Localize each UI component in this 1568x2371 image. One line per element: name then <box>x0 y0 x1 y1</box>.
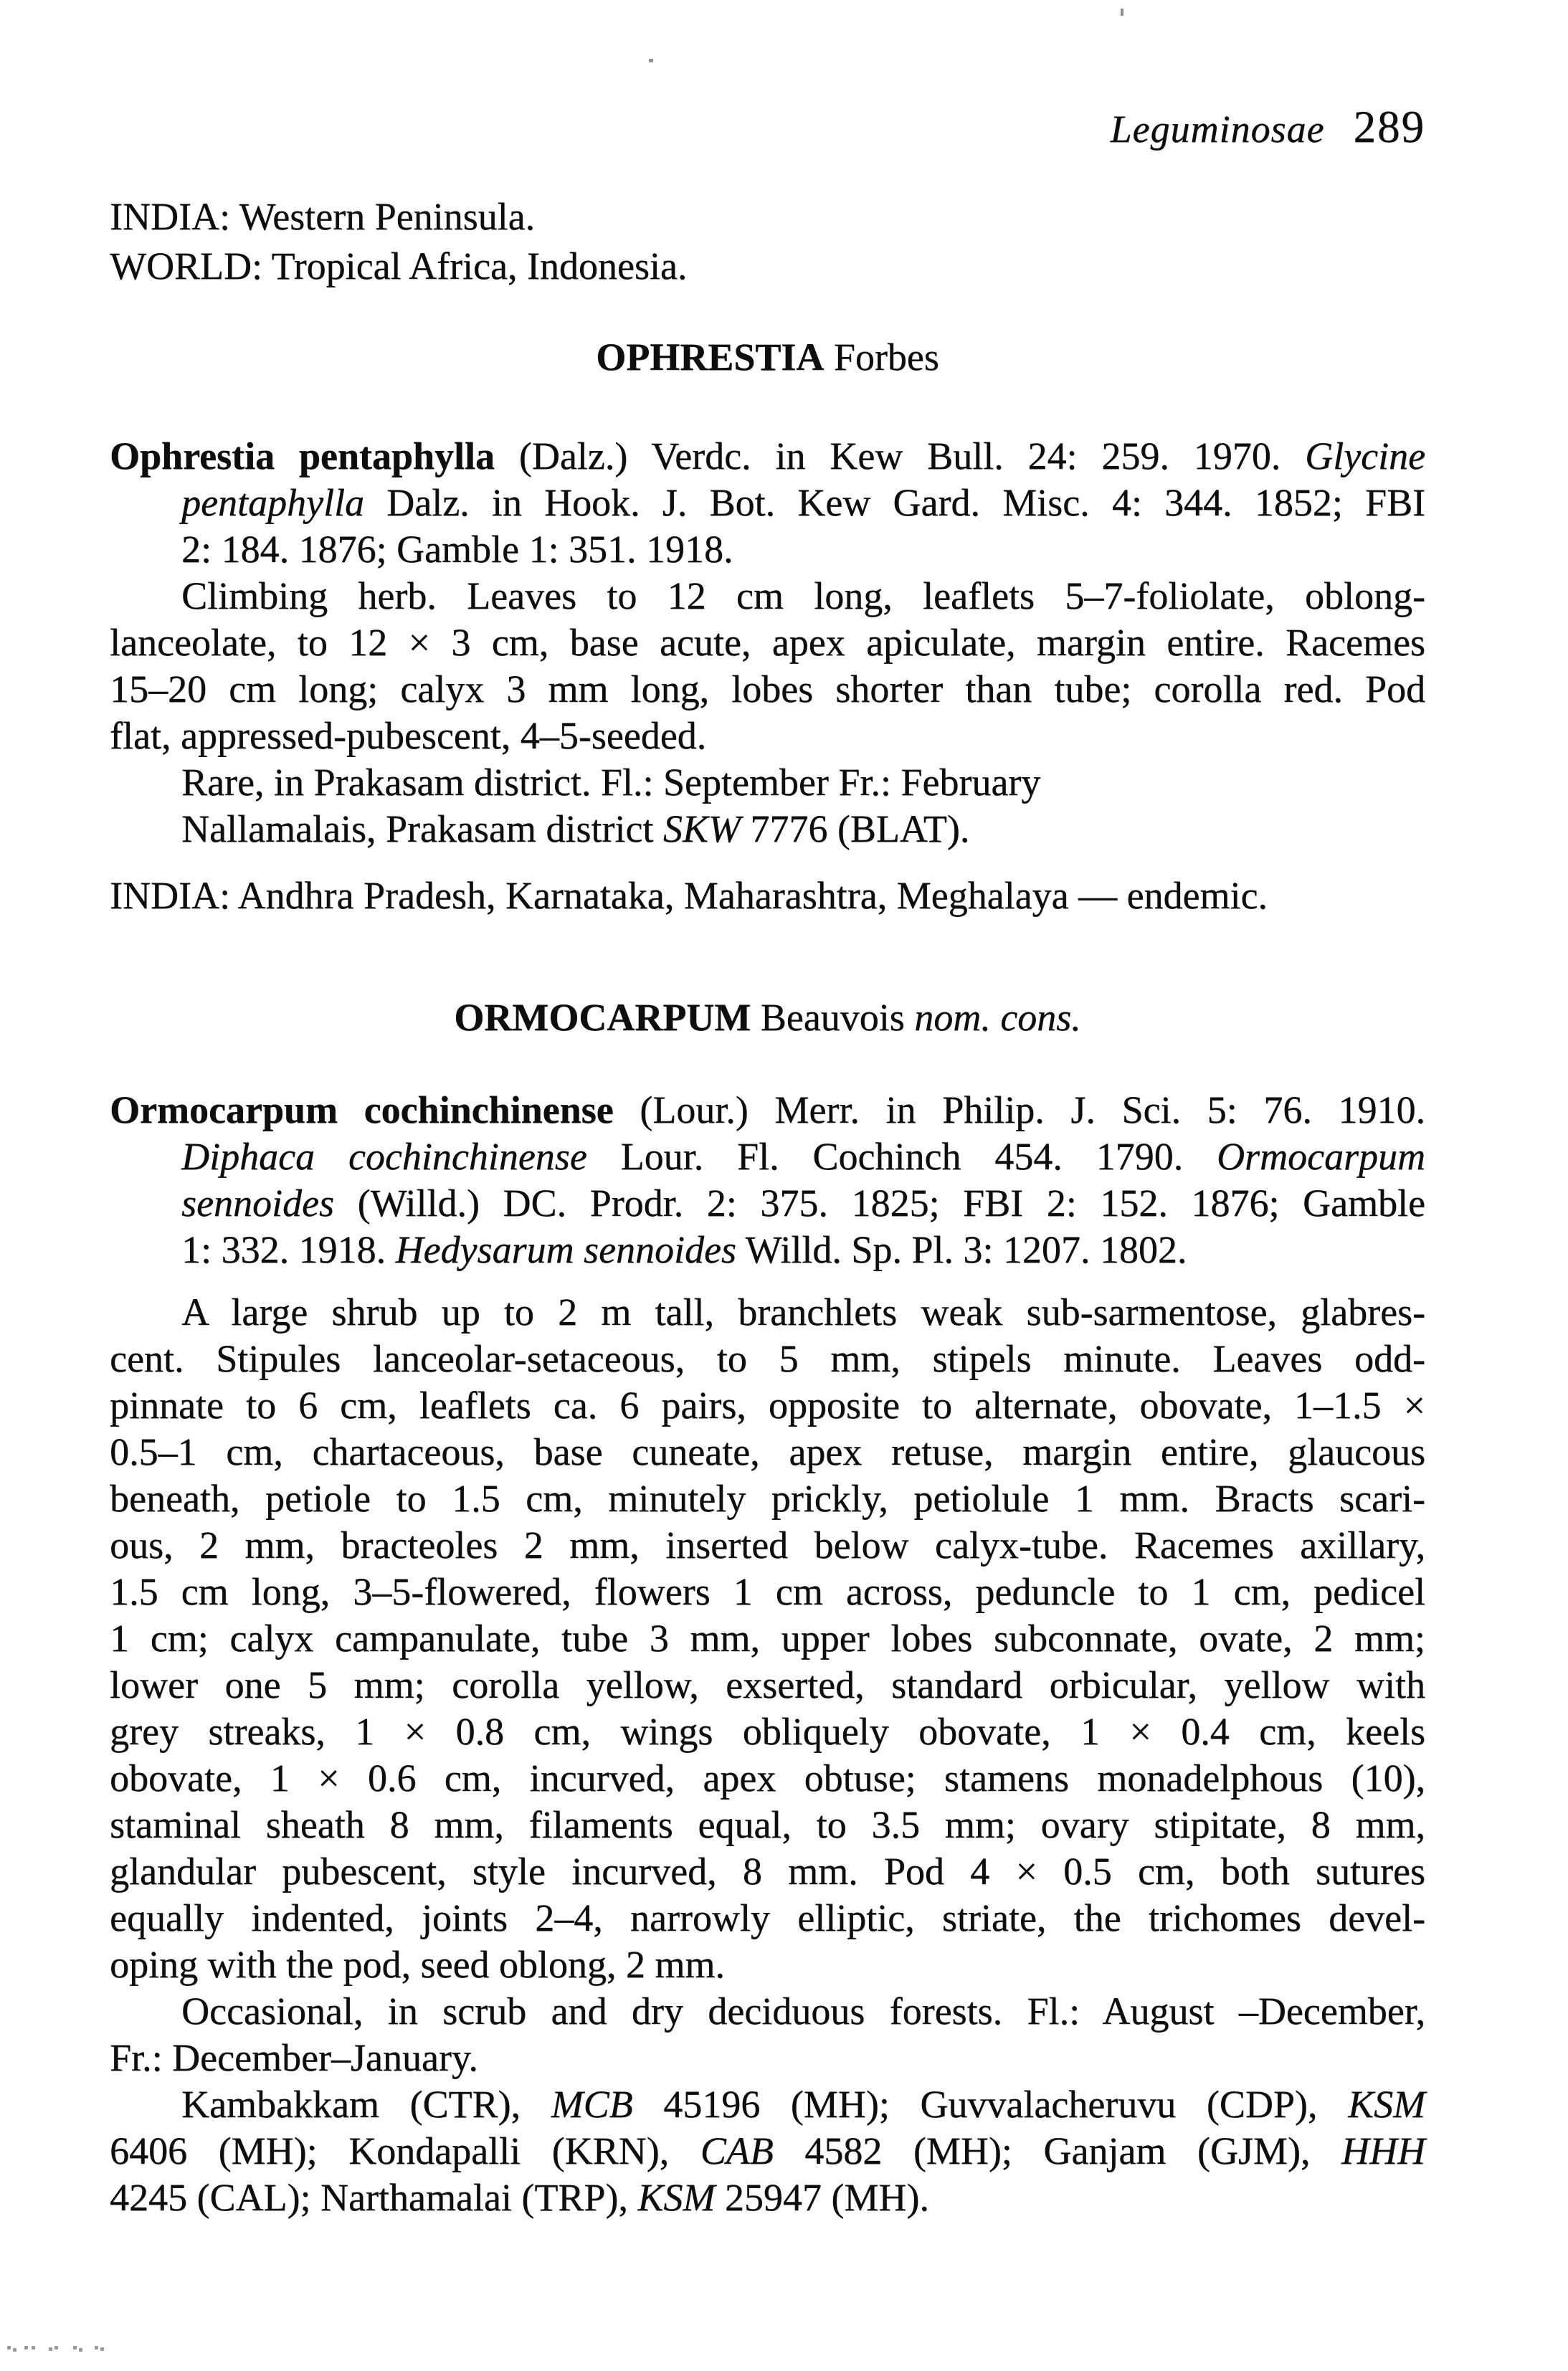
text-run: Lour. Fl. Cochinch 454. 1790. <box>586 1135 1217 1178</box>
bold-text-run: ORMOCARPUM <box>454 996 751 1039</box>
text-run: Rare, in Prakasam district. Fl.: September Fr.: February <box>181 761 1041 804</box>
italic-text-run: Glycine <box>1305 434 1425 477</box>
bold-text-run: Ormocarpum cochinchinense <box>110 1088 614 1131</box>
text-run: (Willd.) DC. Prodr. 2: 375. 1825; FBI 2: 152. 1876; Gamble <box>333 1182 1425 1225</box>
text-line <box>110 666 1425 713</box>
text-line <box>181 1289 1425 1336</box>
text-run: 4245 (CAL); Narthamalai (TRP), <box>110 2176 638 2219</box>
text-line <box>110 1662 1425 1709</box>
distribution-india-line <box>110 873 1425 919</box>
text-run: (Dalz.) Verdc. in Kew Bull. 24: 259. 1970. <box>494 434 1306 477</box>
text-line <box>110 2175 1425 2221</box>
italic-text-run: SKW <box>662 807 741 850</box>
text-line <box>110 1895 1425 1942</box>
text-line <box>110 873 1425 919</box>
text-line <box>110 1802 1425 1848</box>
text-run: Beauvois <box>751 996 915 1039</box>
text-line <box>110 1709 1425 1755</box>
text-run: A large shrub up to 2 m tall, branchlets weak sub-sarmentose, glabres- <box>181 1291 1426 1334</box>
italic-text-run: Hedysarum sennoides <box>395 1228 736 1271</box>
text-line <box>110 1615 1425 1662</box>
italic-text-run: Diphaca cochinchinense <box>181 1135 587 1178</box>
text-run: WORLD: Tropical Africa, Indonesia. <box>110 244 688 288</box>
text-line <box>110 619 1425 666</box>
text-run: (Lour.) Merr. in Philip. J. Sci. 5: 76. 1910. <box>613 1088 1425 1131</box>
text-run: 25947 (MH). <box>715 2176 929 2219</box>
text-line <box>110 2035 1425 2081</box>
text-line <box>110 192 1425 242</box>
text-run: Fr.: December–January. <box>110 2036 478 2079</box>
distribution-top-paragraph <box>110 192 1425 291</box>
text-line <box>181 526 1425 573</box>
italic-text-run: KSM <box>1347 2083 1425 2126</box>
text-run: ous, 2 mm, bracteoles 2 mm, inserted below calyx-tube. Racemes axillary, <box>110 1524 1426 1567</box>
text-line <box>181 759 1425 806</box>
text-run: flat, appressed-pubescent, 4–5-seeded. <box>110 714 707 757</box>
text-line <box>110 1755 1425 1802</box>
text-run: Willd. Sp. Pl. 3: 1207. 1802. <box>736 1228 1187 1271</box>
species-citation-ormocarpum-cochinchinense <box>110 1087 1425 1273</box>
text-run: 1 cm; calyx campanulate, tube 3 mm, upper lobes subconnate, ovate, 2 mm; <box>110 1617 1425 1660</box>
text-run: oping with the pod, seed oblong, 2 mm. <box>110 1943 725 1986</box>
text-line <box>110 1336 1425 1382</box>
text-line <box>181 1180 1425 1227</box>
text-run: INDIA: Andhra Pradesh, Karnataka, Maharashtra, Meghalaya — endemic. <box>110 874 1268 917</box>
species-description-paragraph <box>110 573 1425 759</box>
text-run: Occasional, in scrub and dry deciduous forests. Fl.: August –December, <box>181 1990 1425 2033</box>
page-number: 289 <box>1353 102 1425 152</box>
text-run: 7776 (BLAT). <box>740 807 970 850</box>
text-run: cent. Stipules lanceolar-setaceous, to 5 mm, stipels minute. Leaves odd- <box>110 1337 1425 1380</box>
text-run: beneath, petiole to 1.5 cm, minutely prickly, petiolule 1 mm. Bracts scari- <box>110 1477 1425 1520</box>
genus-heading-ormocarpum <box>110 994 1425 1041</box>
italic-text-run: sennoides <box>181 1182 334 1225</box>
italic-text-run: MCB <box>551 2083 633 2126</box>
text-run: lower one 5 mm; corolla yellow, exserted, standard orbicular, yellow with <box>110 1663 1425 1706</box>
family-name: Leguminosae <box>1110 108 1325 151</box>
italic-text-run: nom. cons. <box>914 996 1081 1039</box>
species-description-paragraph <box>110 1289 1425 1988</box>
text-line <box>181 2081 1425 2128</box>
text-line <box>110 713 1425 759</box>
text-line <box>110 1087 1425 1134</box>
text-run: 0.5–1 cm, chartaceous, base cuneate, apex retuse, margin entire, glaucous <box>110 1430 1426 1473</box>
text-line <box>110 334 1425 381</box>
italic-text-run: Ormocarpum <box>1216 1135 1425 1178</box>
scan-artifact-speck <box>1121 9 1123 16</box>
text-run: Dalz. in Hook. J. Bot. Kew Gard. Misc. 4: 344. 1852; FBI <box>364 481 1426 524</box>
text-line <box>181 1227 1425 1273</box>
text-line <box>110 242 1425 291</box>
text-line <box>110 1942 1425 1988</box>
text-run: equally indented, joints 2–4, narrowly elliptic, striate, the trichomes devel- <box>110 1896 1425 1939</box>
text-line <box>110 1476 1425 1522</box>
text-line <box>110 1522 1425 1569</box>
italic-text-run: HHH <box>1341 2129 1425 2172</box>
scan-artifact-speck <box>649 59 653 62</box>
text-line <box>110 994 1425 1041</box>
text-line <box>181 1134 1425 1180</box>
text-run: lanceolate, to 12 × 3 cm, base acute, apex apiculate, margin entire. Racemes <box>110 621 1425 664</box>
italic-text-run: KSM <box>637 2176 716 2219</box>
text-run: grey streaks, 1 × 0.8 cm, wings obliquely obovate, 1 × 0.4 cm, keels <box>110 1710 1425 1753</box>
text-line <box>110 2128 1425 2175</box>
text-line <box>181 1988 1425 2035</box>
text-line <box>110 1848 1425 1895</box>
specimens-examined-paragraph <box>110 2081 1425 2221</box>
italic-text-run: CAB <box>700 2129 774 2172</box>
bold-text-run: OPHRESTIA <box>596 336 825 379</box>
text-line <box>110 1569 1425 1615</box>
text-run: 1.5 cm long, 3–5-flowered, flowers 1 cm across, peduncle to 1 cm, pedicel <box>110 1570 1425 1613</box>
occurrence-phenology-line <box>110 759 1425 806</box>
text-run: 1: 332. 1918. <box>181 1228 396 1271</box>
text-run: pinnate to 6 cm, leaflets ca. 6 pairs, opposite to alternate, obovate, 1–1.5 × <box>110 1384 1426 1427</box>
text-run: Forbes <box>824 336 939 379</box>
text-line <box>110 1429 1425 1476</box>
text-run: 6406 (MH); Kondapalli (KRN), <box>110 2129 700 2172</box>
specimen-citation-line <box>110 806 1425 852</box>
text-run: staminal sheath 8 mm, filaments equal, to 3.5 mm; ovary stipitate, 8 mm, <box>110 1803 1425 1846</box>
scan-artifact-dots <box>0 2346 323 2353</box>
text-run: 15–20 cm long; calyx 3 mm long, lobes shorter than tube; corolla red. Pod <box>110 667 1426 711</box>
italic-text-run: pentaphylla <box>181 481 364 524</box>
species-citation-ophrestia-pentaphylla <box>110 433 1425 573</box>
text-line <box>110 433 1425 480</box>
text-run: Nallamalais, Prakasam district <box>181 807 663 850</box>
text-run: obovate, 1 × 0.6 cm, incurved, apex obtuse; stamens monadelphous (10), <box>110 1757 1425 1800</box>
text-run: 45196 (MH); Guvvalacheruvu (CDP), <box>632 2083 1348 2126</box>
text-run: 2: 184. 1876; Gamble 1: 351. 1918. <box>181 528 733 571</box>
text-run: glandular pubescent, style incurved, 8 mm. Pod 4 × 0.5 cm, both sutures <box>110 1850 1425 1893</box>
text-run: Kambakkam (CTR), <box>181 2083 551 2126</box>
text-run: INDIA: Western Peninsula. <box>110 195 536 238</box>
genus-heading-ophrestia <box>110 334 1425 381</box>
text-run: 4582 (MH); Ganjam (GJM), <box>773 2129 1341 2172</box>
text-line <box>181 480 1425 526</box>
running-head <box>110 102 1425 152</box>
text-line <box>181 806 1425 852</box>
phenology-paragraph <box>110 1988 1425 2081</box>
text-line <box>181 573 1425 619</box>
text-line <box>110 1382 1425 1429</box>
text-run: Climbing herb. Leaves to 12 cm long, leaflets 5–7-foliolate, oblong- <box>181 574 1425 617</box>
bold-text-run: Ophrestia pentaphylla <box>110 434 495 477</box>
